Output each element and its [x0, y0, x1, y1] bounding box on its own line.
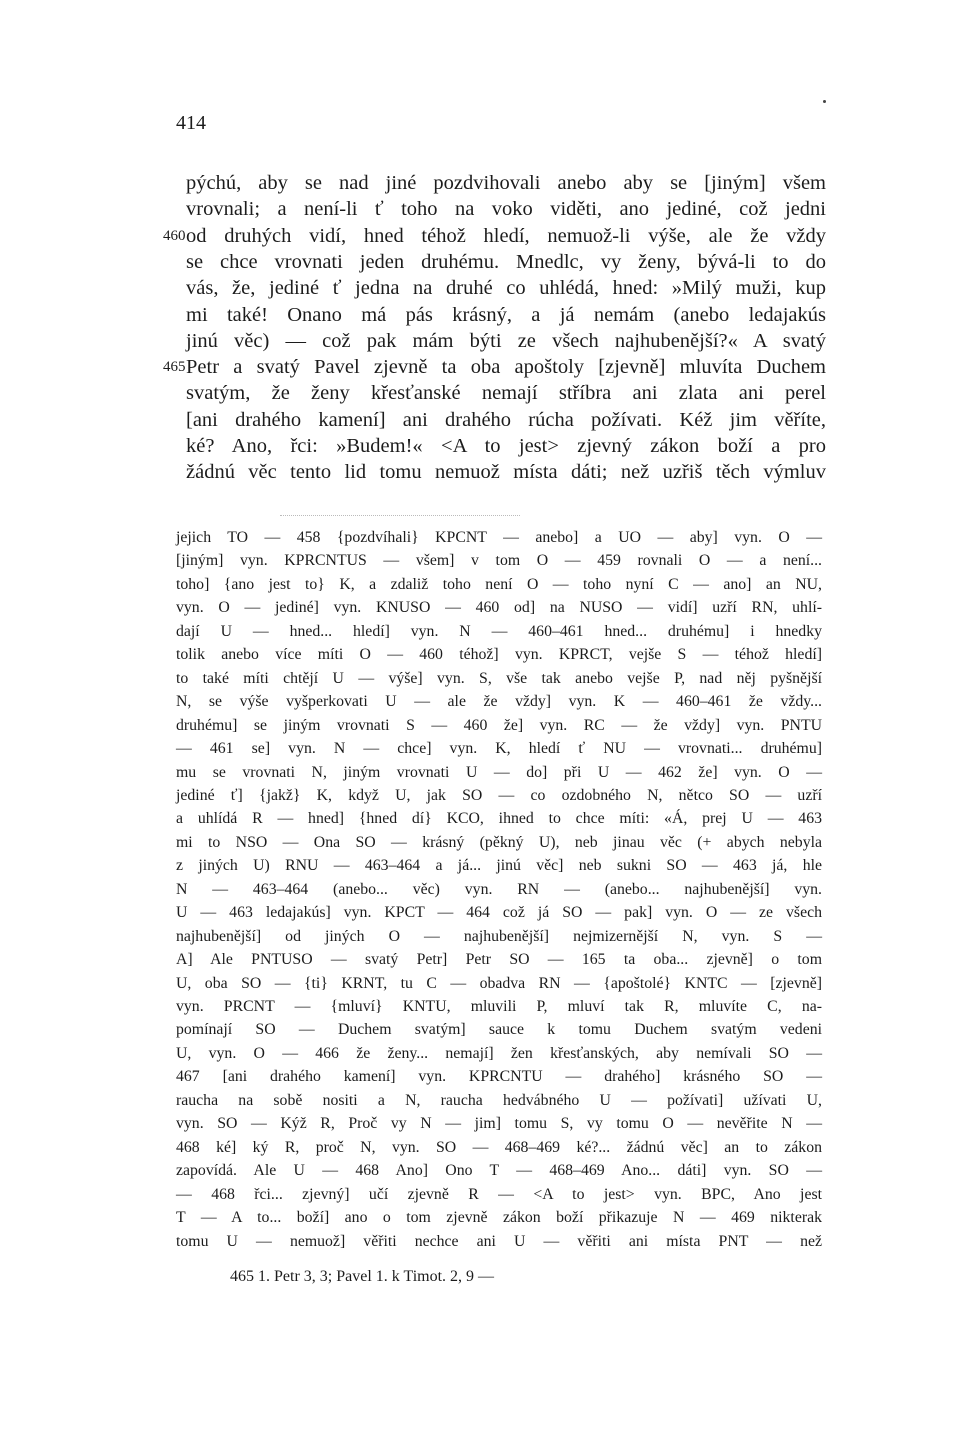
apparatus-line: mi to NSO — Ona SO — krásný (pěkný U), neb jinau věc (+ abych nebyla [176, 833, 822, 851]
apparatus-line: toho] {ano jest to} K, a zdaliž toho není O — toho nyní C — ano] an NU, [176, 575, 822, 593]
main-text-line: vás, že, jediné ť jedna na druhé co uhlédá, hned: »Milý muži, kup [186, 277, 826, 300]
apparatus-line: z jiných U) RNU — 463–464 a já... jinú věc] neb sukni SO — 463 já, hle [176, 857, 822, 875]
apparatus-line: mu se vrovnati N, jiným vrovnati U — do] při U — 462 že] vyn. O — [176, 763, 822, 781]
main-text-line: ké? Ano, řci: »Budem!« <A to jest> zjevný zákon boží a pro [186, 435, 826, 457]
main-text-line: [ani drahého kamení] ani drahého rúcha požívati. Kéž jim věříte, [186, 408, 826, 431]
apparatus-line: a uhlídá R — hned] {hned dí} KCO, ihned to chce míti: «Á, prej U — 463 [176, 810, 822, 828]
main-text-line: jinú věc) — což pak mám býti ze všech najhubenější?« A svatý [186, 329, 826, 352]
apparatus-line: 468 ké] ký R, proč N, vyn. SO — 468–469 ké?... žádnú věc] an to zákon [176, 1138, 822, 1156]
main-text-line: vrovnali; a není-li ť toho na voko viděti, ano jediné, což jedni [186, 198, 826, 221]
apparatus-line: vyn. SO — Kýž R, Proč vy N — jim] tomu S, vy tomu O — nevěřite N — [176, 1115, 822, 1133]
main-text-line: Petr a svatý Pavel zjevně ta oba apoštoly [zjevně] mluvíta Duchem [186, 356, 826, 379]
apparatus-line: U, vyn. O — 466 že ženy... nemají] žen křesťanských, aby nemívali SO — [176, 1044, 822, 1062]
apparatus-line: vyn. PRCNT — {mluví} KNTU, mluvili P, mluví tak R, mluvíte C, na- [176, 998, 822, 1015]
main-text-line: od druhých vidí, hned téhož hledí, nemuož-li výše, ale že vždy [186, 224, 826, 247]
footnote-reference: 465 1. Petr 3, 3; Pavel 1. k Timot. 2, 9 — [230, 1268, 495, 1285]
apparatus-line: — 461 se] vyn. N — chce] vyn. K, hledí ť NU — vrovnati... druhému] [176, 740, 822, 758]
apparatus-line: U — 463 ledajakús] vyn. KPCT — 464 což já SO — pak] vyn. O — ze všech [176, 904, 822, 922]
apparatus-line: T — A to... boží] ano o tom zjevně zákon boží přikazuje N — 469 nikterak [176, 1209, 822, 1227]
main-text-line: svatým, že ženy křesťanské nemají stříbra ani zlata ani perel [186, 382, 826, 405]
apparatus-line: 467 [ani drahého kamení] vyn. KPRCNTU — drahého] krásného SO — [176, 1068, 822, 1086]
main-text-line: pýchú, aby se nad jiné pozdvihovali anebo aby se [jiným] všem [186, 172, 826, 194]
apparatus-line: raucha na sobě nositi a N, raucha hedvábného U — požívati] užívati U, [176, 1091, 822, 1109]
apparatus-line: druhému] se jiným vrovnati S — 460 že] vyn. RC — že vždy] vyn. PNTU [176, 716, 822, 734]
main-text-line: mi také! Onano má pás krásný, a já nemám (anebo ledajakús [186, 303, 826, 326]
page-number: 414 [176, 112, 206, 134]
apparatus-line: dají U — hned... hledí] vyn. N — 460–461 hned... druhému] i hnedky [176, 622, 822, 640]
apparatus-line: U, oba SO — {ti} KRNT, tu C — obadva RN — {apoštolé} KNTC — [zjevně] [176, 974, 822, 992]
page-dot [823, 100, 826, 103]
apparatus-line: tolik anebo více míti O — 460 téhož] vyn. KPRCT, vejše S — téhož hledí] [176, 646, 822, 664]
apparatus-line: jediné ť] {jakž} K, když U, jak SO — co ozdobného N, nětco SO — uzří [176, 786, 822, 804]
apparatus-line: to také míti chtějí U — výše] vyn. S, vše tak anebo vejše P, nad něj pyšnější [176, 669, 822, 687]
line-number: 465 [163, 359, 186, 376]
apparatus-line: zapovídá. Ale U — 468 Ano] Ono T — 468–469 Ano... dáti] vyn. SO — [176, 1162, 822, 1180]
apparatus-line: vyn. O — jediné] vyn. KNUSO — 460 od] na NUSO — vidí] uzří RN, uhlí- [176, 599, 822, 617]
main-text-line: se chce vrovnati jeden druhému. Mnedlc, vy ženy, bývá-li to do [186, 250, 826, 273]
apparatus-line: A] Ale PNTUSO — svatý Petr] Petr SO — 165 ta oba... zjevně] o tom [176, 951, 822, 969]
apparatus-line: tomu U — nemuož] věřiti nechce ani U — věřiti ani místa PNT — než [176, 1232, 822, 1250]
apparatus-line: najhubenější] od jiných O — najhubenější] nejmizernější N, vyn. S — [176, 927, 822, 945]
separator-rule [280, 515, 520, 516]
line-number: 460 [163, 227, 186, 244]
apparatus-line: [jiným] vyn. KPRCNTUS — všem] v tom O — 459 rovnali O — a není... [176, 552, 822, 570]
apparatus-line: N — 463–464 (anebo... věc) vyn. RN — (anebo... najhubenější] vyn. [176, 880, 822, 898]
apparatus-line: — 468 řci... zjevný] učí zjevně R — <A to jest> vyn. BPC, Ano jest [176, 1185, 822, 1203]
main-text-line: žádnú věc tento lid tomu nemuož místa dáti; než uzřiš těch výmluv [186, 461, 826, 484]
apparatus-line: N, se výše vyšperkovati U — ale že vždy] vyn. K — 460–461 že vždy... [176, 693, 822, 711]
apparatus-line: jejich TO — 458 {pozdvíhali} KPCNT — anebo] a UO — aby] vyn. O — [176, 529, 822, 546]
apparatus-line: pomínají SO — Duchem svatým] sauce k tomu Duchem svatým vedeni [176, 1021, 822, 1039]
